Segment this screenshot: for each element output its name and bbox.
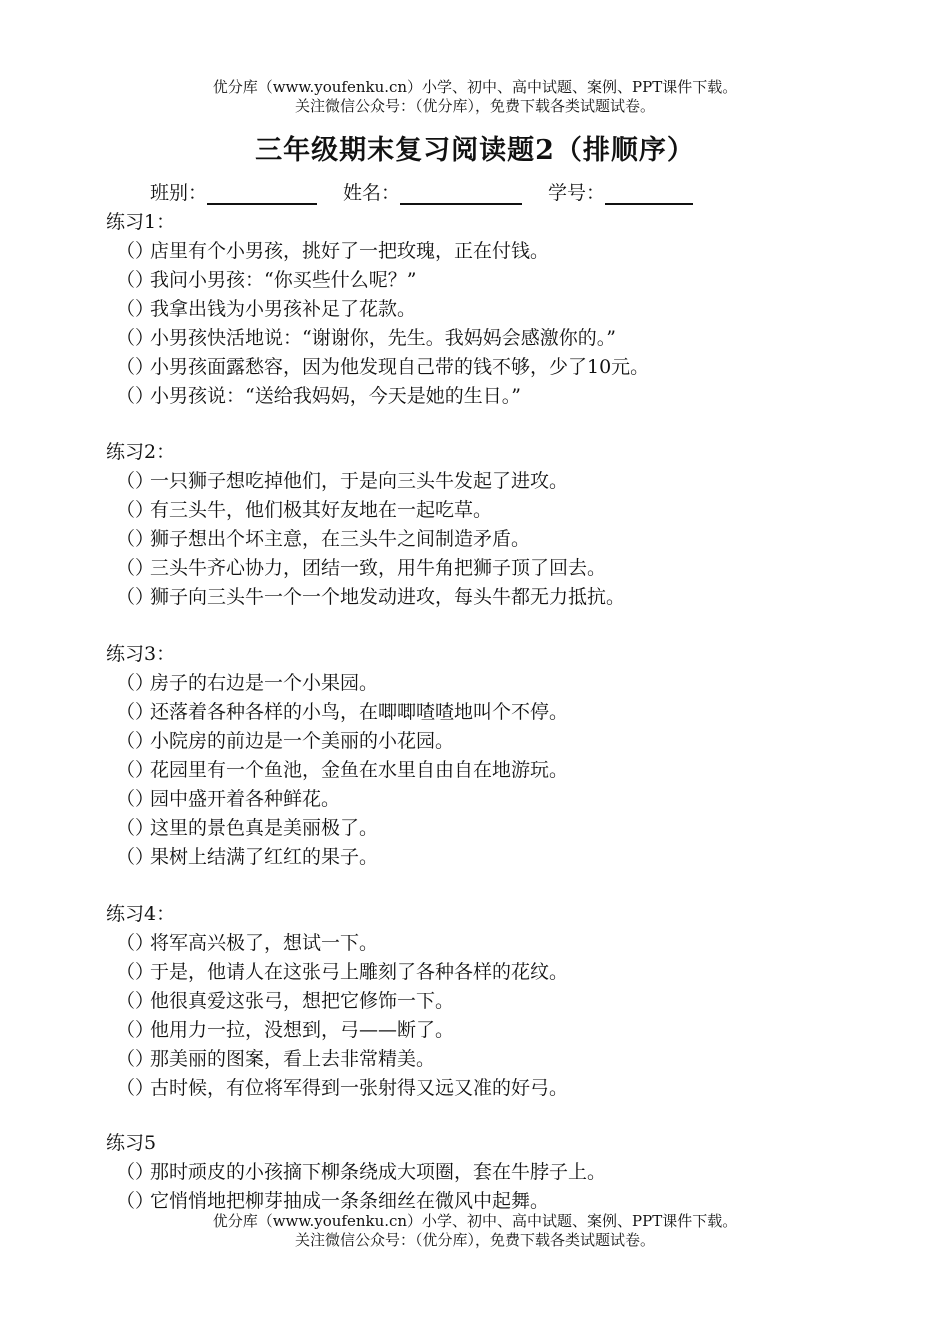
answer-parens: （） xyxy=(116,1019,155,1041)
item-text: 小男孩快活地说：“谢谢你，先生。我妈妈会感激你的。” xyxy=(150,327,616,349)
class-label: 班别： xyxy=(150,182,208,204)
list-item xyxy=(116,1044,435,1071)
item-text: 那时顽皮的小孩摘下柳条绕成大项圈，套在牛脖子上。 xyxy=(150,1161,607,1183)
item-text: 它悄悄地把柳芽抽成一条条细丝在微风中起舞。 xyxy=(150,1190,550,1212)
item-text: 小男孩面露愁容，因为他发现自己带的钱不够，少了10元。 xyxy=(150,356,650,378)
item-text: 房子的右边是一个小果园。 xyxy=(150,672,379,694)
answer-parens: （） xyxy=(116,730,155,752)
list-item xyxy=(116,294,416,321)
answer-parens: （） xyxy=(116,759,155,781)
section-2-title: 练习2： xyxy=(106,441,176,463)
answer-parens: （） xyxy=(116,672,155,694)
answer-parens: （） xyxy=(116,1077,155,1099)
item-text: 那美丽的图案，看上去非常精美。 xyxy=(150,1048,436,1070)
answer-parens: （） xyxy=(116,1048,155,1070)
list-item xyxy=(116,1015,454,1042)
list-item xyxy=(116,668,378,695)
answer-parens: （） xyxy=(116,499,155,521)
list-item xyxy=(116,582,625,609)
item-text: 店里有个小男孩，挑好了一把玫瑰，正在付钱。 xyxy=(150,240,550,262)
item-text: 花园里有一个鱼池，金鱼在水里自由自在地游玩。 xyxy=(150,759,569,781)
list-item xyxy=(116,986,454,1013)
page-title: 三年级期末复习阅读题2（排顺序） xyxy=(255,135,695,166)
answer-parens: （） xyxy=(116,586,155,608)
item-text: 有三头牛，他们极其好友地在一起吃草。 xyxy=(150,499,493,521)
list-item xyxy=(116,1073,568,1100)
list-item xyxy=(116,928,378,955)
item-text: 于是，他请人在这张弓上雕刻了各种各样的花纹。 xyxy=(150,961,569,983)
answer-parens: （） xyxy=(116,1190,155,1212)
section-1-title: 练习1： xyxy=(106,211,176,233)
item-text: 一只狮子想吃掉他们，于是向三头牛发起了进攻。 xyxy=(150,470,569,492)
answer-parens: （） xyxy=(116,470,155,492)
list-item xyxy=(116,697,568,724)
answer-parens: （） xyxy=(116,961,155,983)
student-info-row xyxy=(150,178,693,205)
item-text: 园中盛开着各种鲜花。 xyxy=(150,788,341,810)
section-5-title: 练习5 xyxy=(106,1132,157,1154)
list-item xyxy=(116,842,378,869)
header-line-2: 关注微信公众号：（优分库），免费下载各类试题试卷。 xyxy=(294,97,655,115)
answer-parens: （） xyxy=(116,846,155,868)
list-item xyxy=(116,323,616,350)
answer-parens: （） xyxy=(116,557,155,579)
header-line-1: 优分库（www.youfenku.cn）小学、初中、高中试题、案例、PPT课件下载。 xyxy=(212,78,738,96)
list-item xyxy=(116,381,521,408)
list-item xyxy=(116,957,568,984)
answer-parens: （） xyxy=(116,788,155,810)
item-text: 他用力一拉，没想到，弓——断了。 xyxy=(150,1019,455,1041)
answer-parens: （） xyxy=(116,298,155,320)
section-3-title: 练习3： xyxy=(106,643,176,665)
class-blank xyxy=(207,181,317,205)
item-text: 将军高兴极了，想试一下。 xyxy=(150,932,379,954)
item-text: 这里的景色真是美丽极了。 xyxy=(150,817,379,839)
list-item xyxy=(116,466,568,493)
item-text: 我拿出钱为小男孩补足了花款。 xyxy=(150,298,417,320)
list-item xyxy=(116,553,606,580)
list-item xyxy=(116,813,378,840)
answer-parens: （） xyxy=(116,817,155,839)
answer-parens: （） xyxy=(116,327,155,349)
answer-parens: （） xyxy=(116,990,155,1012)
item-text: 小男孩说：“送给我妈妈，今天是她的生日。” xyxy=(150,385,521,407)
section-4-title: 练习4： xyxy=(106,903,176,925)
item-text: 狮子想出个坏主意，在三头牛之间制造矛盾。 xyxy=(150,528,531,550)
number-blank xyxy=(605,181,693,205)
list-item xyxy=(116,784,340,811)
answer-parens: （） xyxy=(116,932,155,954)
answer-parens: （） xyxy=(116,356,155,378)
footer-line-1: 优分库（www.youfenku.cn）小学、初中、高中试题、案例、PPT课件下载。 xyxy=(212,1212,738,1230)
number-label: 学号： xyxy=(548,182,606,204)
footer-line-2: 关注微信公众号：（优分库），免费下载各类试题试卷。 xyxy=(294,1231,655,1249)
list-item xyxy=(116,726,454,753)
answer-parens: （） xyxy=(116,385,155,407)
answer-parens: （） xyxy=(116,528,155,550)
name-label: 姓名： xyxy=(343,182,401,204)
item-text: 狮子向三头牛一个一个地发动进攻，每头牛都无力抵抗。 xyxy=(150,586,626,608)
answer-parens: （） xyxy=(116,240,155,262)
item-text: 小院房的前边是一个美丽的小花园。 xyxy=(150,730,455,752)
item-text: 果树上结满了红红的果子。 xyxy=(150,846,379,868)
item-text: 我问小男孩：“你买些什么呢？” xyxy=(150,269,417,291)
item-text: 三头牛齐心协力，团结一致，用牛角把狮子顶了回去。 xyxy=(150,557,607,579)
list-item xyxy=(116,265,416,292)
list-item xyxy=(116,495,492,522)
item-text: 他很真爱这张弓，想把它修饰一下。 xyxy=(150,990,455,1012)
list-item xyxy=(116,524,530,551)
list-item xyxy=(116,352,649,379)
item-text: 还落着各种各样的小鸟，在唧唧喳喳地叫个不停。 xyxy=(150,701,569,723)
list-item xyxy=(116,1186,549,1213)
answer-parens: （） xyxy=(116,269,155,291)
list-item xyxy=(116,1157,606,1184)
answer-parens: （） xyxy=(116,701,155,723)
item-text: 古时候，有位将军得到一张射得又远又准的好弓。 xyxy=(150,1077,569,1099)
name-blank xyxy=(400,181,522,205)
list-item xyxy=(116,755,568,782)
list-item xyxy=(116,236,549,263)
answer-parens: （） xyxy=(116,1161,155,1183)
